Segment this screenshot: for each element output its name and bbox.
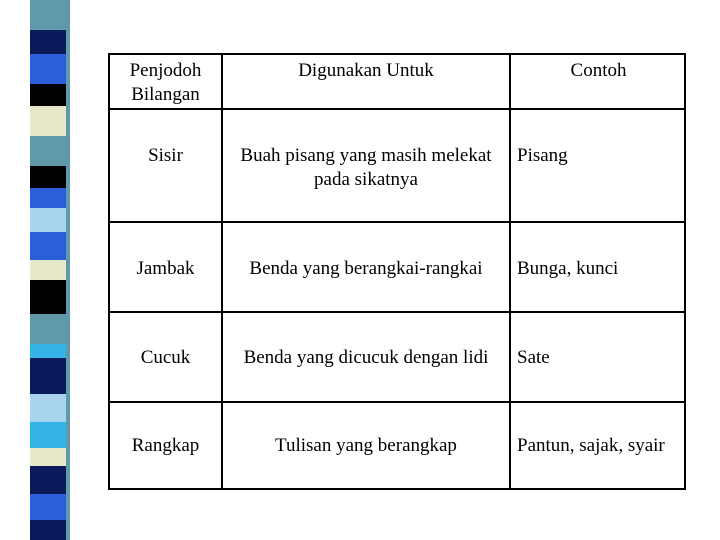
stripe-block <box>30 54 66 84</box>
table-cell-example <box>511 434 686 458</box>
cell-text: Cucuk <box>140 347 191 368</box>
stripe-block <box>30 448 66 466</box>
row-divider <box>110 401 684 403</box>
stripe-block <box>30 344 66 358</box>
stripe-block <box>30 520 66 540</box>
table-cell-usage <box>223 257 509 281</box>
table-cell-classifier <box>110 434 221 458</box>
stripe-block <box>66 0 70 540</box>
table-cell-usage <box>223 346 509 370</box>
stripe-block <box>30 30 66 54</box>
stripe-block <box>30 260 66 280</box>
cell-text: Pisang <box>517 145 568 166</box>
stripe-block <box>30 314 66 344</box>
table-cell-classifier <box>110 144 221 168</box>
stripe-block <box>30 394 66 422</box>
cell-text: Benda yang dicucuk dengan lidi <box>243 347 489 368</box>
table-cell-usage <box>223 144 509 192</box>
stripe-block <box>30 358 66 394</box>
row-divider <box>110 108 684 110</box>
cell-text: Jambak <box>136 258 195 279</box>
stripe-block <box>30 84 66 106</box>
cell-text: Tulisan yang berangkap <box>275 435 457 456</box>
cell-text: Bunga, kunci <box>517 258 619 279</box>
row-divider <box>110 311 684 313</box>
stripe-block <box>30 0 66 30</box>
stripe-block <box>30 280 66 314</box>
header-cell-digunakan-untuk <box>223 59 509 83</box>
stripe-block <box>30 188 66 208</box>
table-cell-classifier <box>110 346 221 370</box>
header-label: Digunakan Untuk <box>298 60 434 81</box>
stripe-block <box>30 422 66 448</box>
cell-text: Benda yang berangkai-rangkai <box>249 258 483 279</box>
header-cell-penjodoh-bilangan <box>110 59 221 107</box>
table-cell-example <box>511 346 686 370</box>
header-label: Penjodoh Bilangan <box>129 60 202 105</box>
stripe-block <box>30 466 66 494</box>
classifier-table <box>108 53 686 490</box>
header-cell-contoh <box>511 59 686 83</box>
row-divider <box>110 221 684 223</box>
cell-text: Sate <box>517 347 550 368</box>
cell-text: Buah pisang yang masih melekat pada sikatnya <box>240 145 492 190</box>
stripe-block <box>30 166 66 188</box>
cell-text: Sisir <box>148 145 183 166</box>
decorative-stripe-bar <box>0 0 70 540</box>
stripe-block <box>30 106 66 136</box>
stripe-block <box>30 208 66 232</box>
stripe-block <box>30 232 66 260</box>
cell-text: Pantun, sajak, syair <box>517 435 665 456</box>
stripe-block <box>30 494 66 520</box>
cell-text: Rangkap <box>131 435 200 456</box>
table-cell-example <box>511 144 686 168</box>
table-cell-classifier <box>110 257 221 281</box>
table-cell-usage <box>223 434 509 458</box>
table-cell-example <box>511 257 686 281</box>
stripe-block <box>30 136 66 166</box>
header-label: Contoh <box>570 60 627 81</box>
